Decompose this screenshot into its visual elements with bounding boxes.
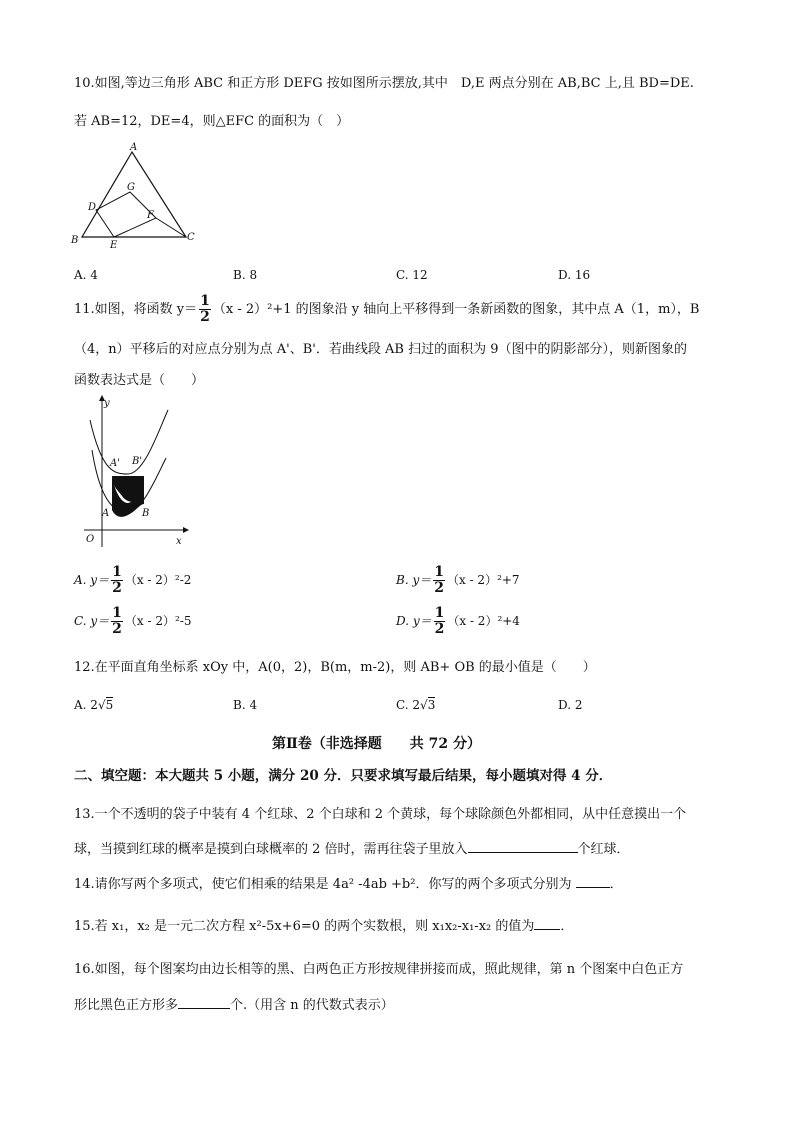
label-c: C <box>187 232 195 243</box>
label-b: B <box>142 508 150 519</box>
section2-heading: 二、填空题：本大题共 5 小题，满分 20 分．只要求填写最后结果，每小题填对得 4 分． <box>74 768 613 784</box>
label-a-prime: A' <box>110 458 120 469</box>
q12-option-d[interactable]: D. 2 <box>558 698 583 712</box>
label-o: O <box>86 534 95 545</box>
q16-answer-blank[interactable] <box>178 996 230 1009</box>
q15-stem: 15.若 x₁，x₂ 是一元二次方程 x²-5x+6=0 的两个实数根，则 x₁x₂-x₁-x₂ 的值为 ． <box>74 919 574 934</box>
q11-stem-line1 <box>74 294 699 325</box>
q12-option-c[interactable]: C. 2√3 <box>396 698 436 712</box>
q11-stem-pre: 11.如图，将函数 y＝ <box>74 302 198 317</box>
q16-stem-line2: 形比黑色正方形多 个.（用含 n 的代数式表示） <box>74 998 394 1013</box>
q10-stem-line2: 若 AB=12，DE=4，则△EFC 的面积为（ ） <box>74 114 350 129</box>
label-x: x <box>176 536 182 547</box>
q16-stem-line1: 16.如图，每个图案均由边长相等的黑、白两色正方形按规律拼接而成，照此规律，第 n 个图案中白色正方 <box>74 962 684 977</box>
sqrt-icon: √ <box>97 698 106 712</box>
q11-fraction: $\frac{1}{2}$ <box>200 293 210 325</box>
q12-stem: 12.在平面直角坐标系 xOy 中，A(0，2)，B(m，m-2)，则 AB+ OB 的最小值是（ ） <box>74 660 596 675</box>
q14-answer-blank[interactable] <box>576 875 610 888</box>
q10-stem-line1: 10.如图,等边三角形 ABC 和正方形 DEFG 按如图所示摆放,其中 D,E 两点分别在 AB,BC 上,且 BD=DE. <box>74 76 694 91</box>
q12-option-a[interactable]: A. 2√5 <box>74 698 114 712</box>
q11-stem-post: （x - 2）²+1 的图象沿 y 轴向上平移得到一条新函数的图象，其中点 A（1，m），B <box>212 302 700 317</box>
q10-option-a[interactable]: A. 4 <box>74 268 98 282</box>
label-a: A <box>130 142 138 153</box>
q10-option-c[interactable]: C. 12 <box>396 268 428 282</box>
q13-stem-line2: 球，当摸到红球的概率是摸到白球概率的 2 倍时，需再往袋子里放入 个红球． <box>74 842 630 857</box>
q11-option-b[interactable]: B. y＝ $\frac{1}{2}$ （x - 2）²+7 <box>396 564 520 596</box>
label-g: G <box>127 182 135 193</box>
q10-option-d[interactable]: D. 16 <box>558 268 591 282</box>
q10-option-b[interactable]: B. 8 <box>233 268 258 282</box>
label-e: E <box>110 240 118 250</box>
sqrt-icon: √ <box>420 698 428 712</box>
part2-title: 第Ⅱ卷（非选择题 共 72 分） <box>272 736 482 752</box>
q15-answer-blank[interactable] <box>534 917 560 930</box>
q11-option-c[interactable]: C. y＝ $\frac{1}{2}$ （x - 2）²-5 <box>74 605 192 637</box>
q13-answer-blank[interactable] <box>468 840 578 853</box>
q14-stem: 14.请你写两个多项式，使它们相乘的结果是 4a² -4ab +b²．你写的两个多项式分别为 ． <box>74 877 623 892</box>
q13-stem-line1: 13.一个不透明的袋子中装有 4 个红球、2 个白球和 2 个黄球，每个球除颜色外都相同，从中任意摸出一个 <box>74 807 687 822</box>
label-y: y <box>104 398 110 409</box>
q11-stem-line2: （4，n）平移后的对应点分别为点 A'、B'．若曲线段 AB 扫过的面积为 9（图中的阴影部分），则新图象的 <box>74 342 687 357</box>
q11-figure <box>76 392 196 552</box>
label-a: A <box>102 508 110 519</box>
q11-option-a[interactable]: A. y＝ $\frac{1}{2}$ （x - 2）²-2 <box>74 564 192 596</box>
label-f: F <box>147 210 154 221</box>
q10-figure <box>68 140 198 250</box>
label-b-prime: B' <box>132 456 143 467</box>
label-b: B <box>71 235 79 246</box>
q11-option-d[interactable]: D. y＝ $\frac{1}{2}$ （x - 2）²+4 <box>396 605 520 637</box>
q12-option-b[interactable]: B. 4 <box>233 698 258 712</box>
label-d: D <box>88 202 97 213</box>
q11-stem-line3: 函数表达式是（ ） <box>74 373 205 388</box>
